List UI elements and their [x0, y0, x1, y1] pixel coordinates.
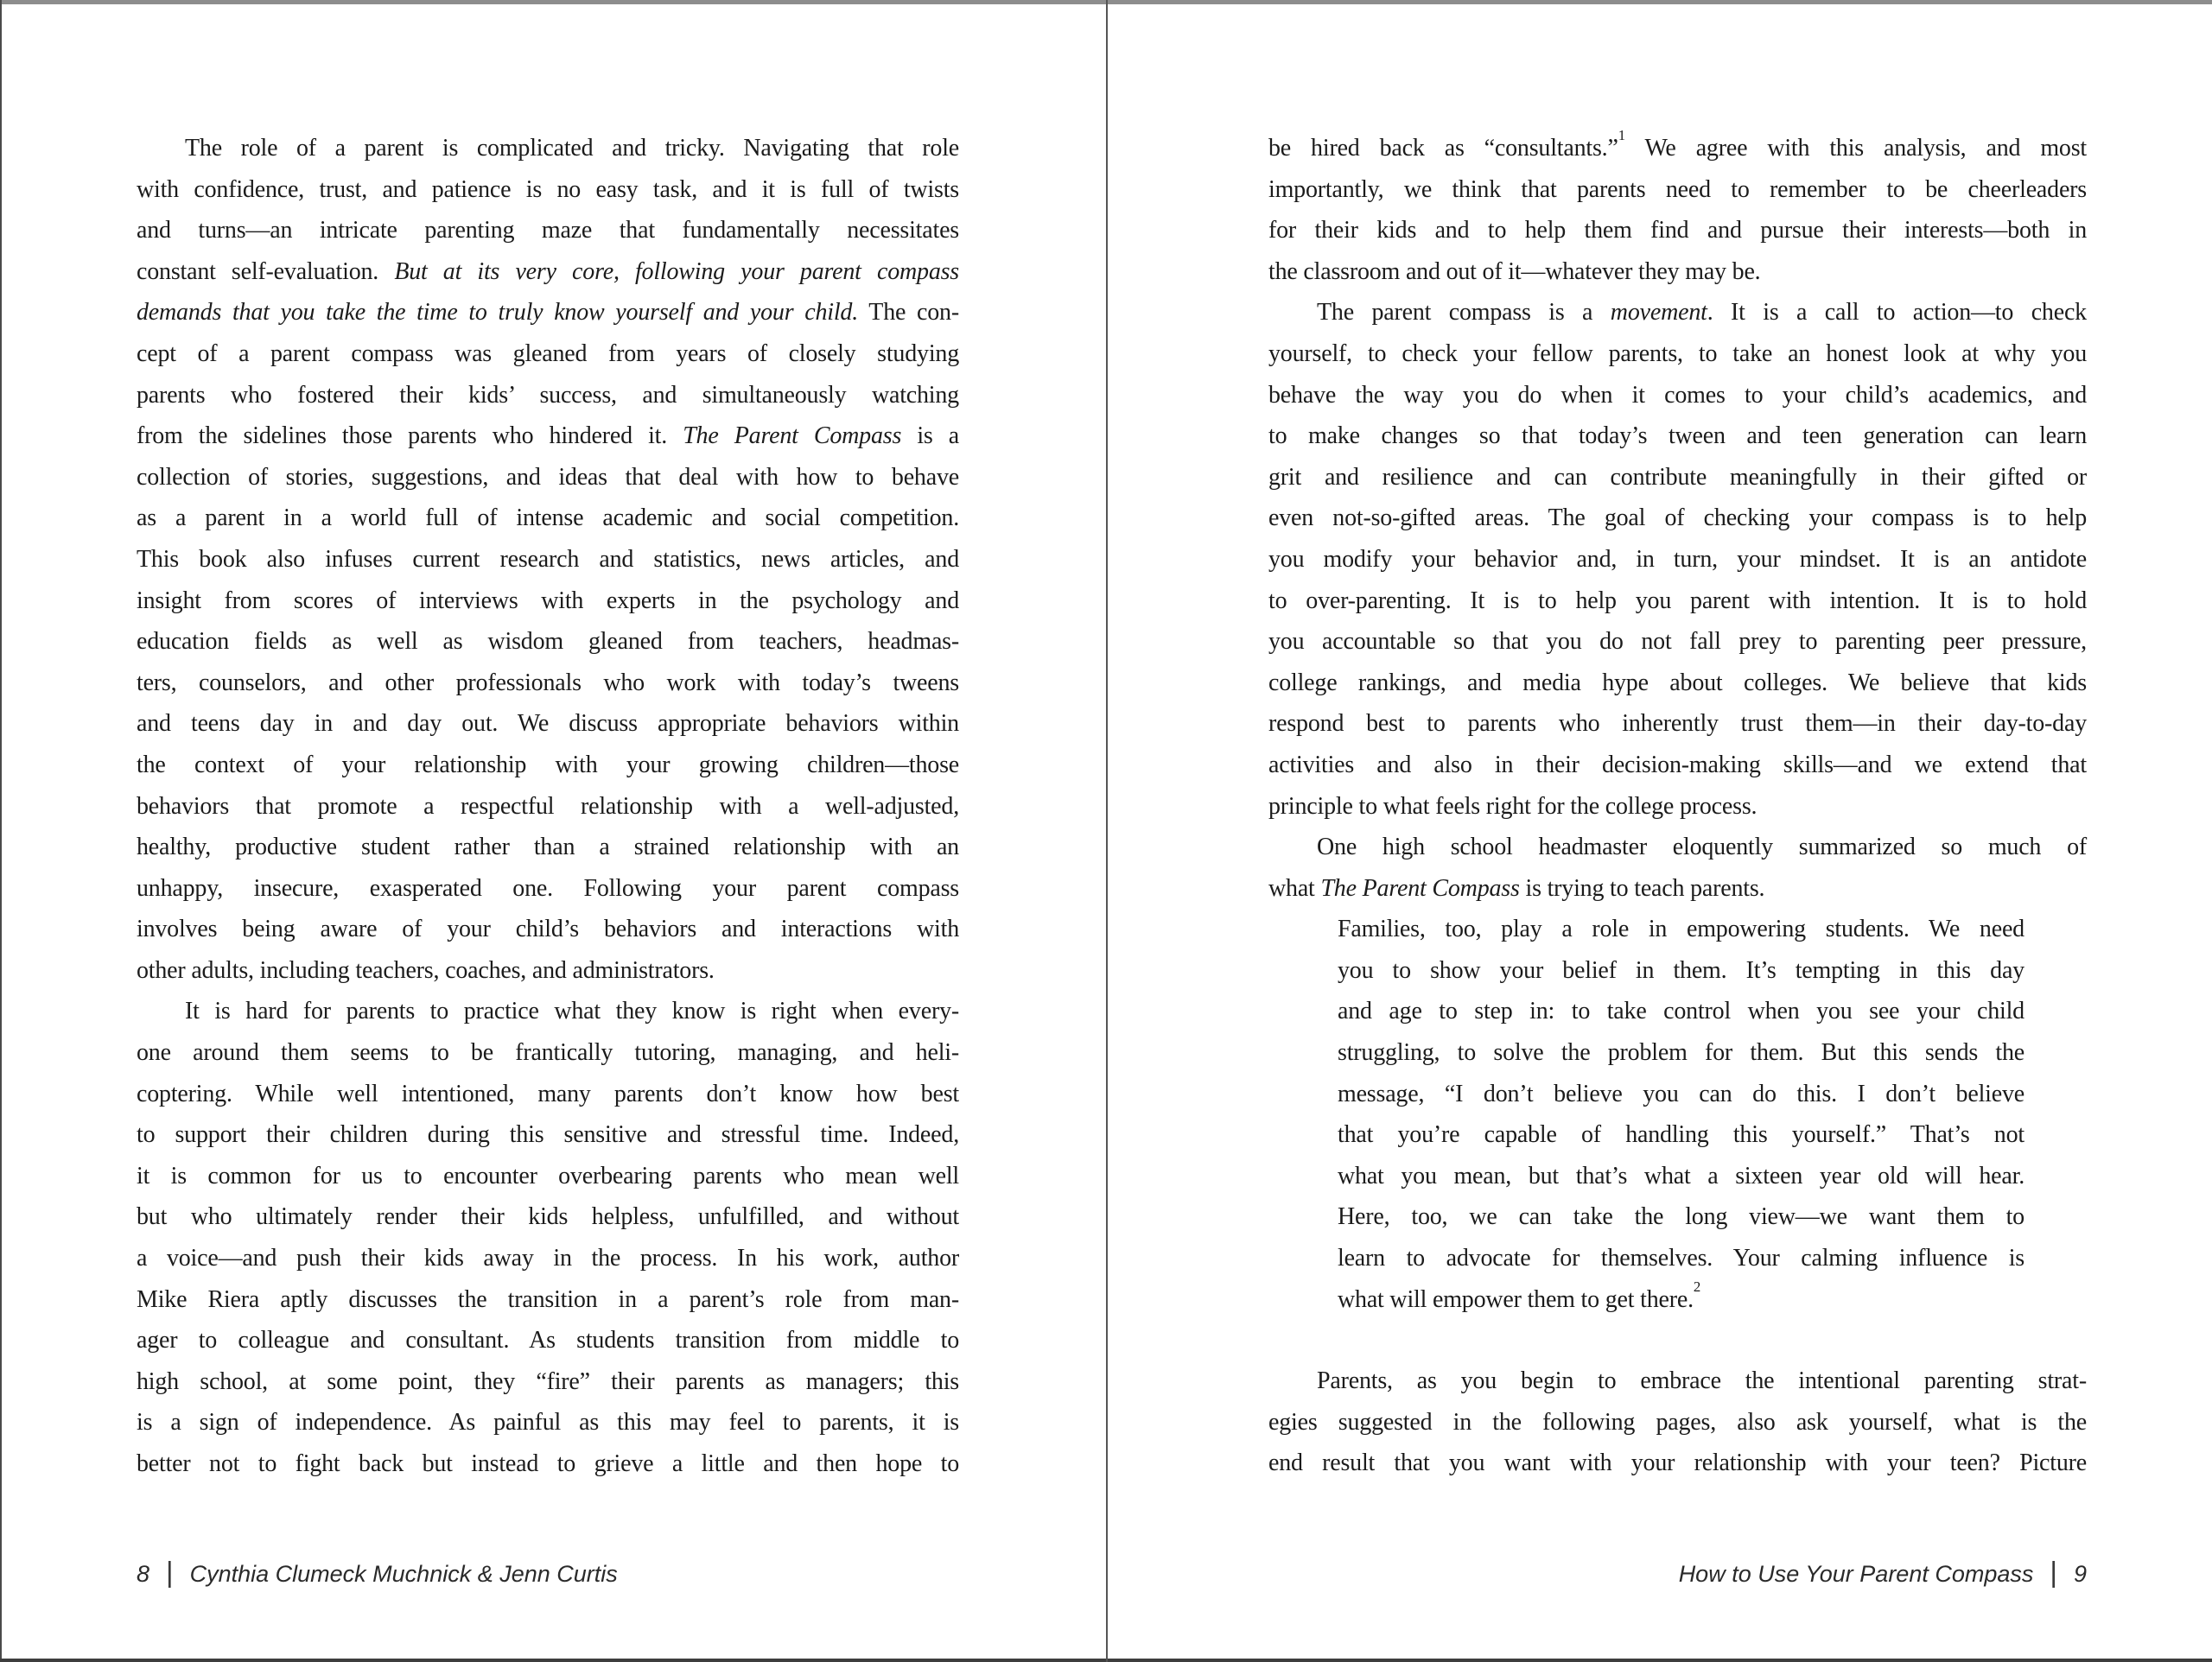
body-line: cept of a parent compass was gleaned from years of closely studying: [137, 339, 959, 367]
page-number: 8: [137, 1561, 150, 1587]
body-line: behaviors that promote a respectful relationship with a well-adjusted,: [137, 792, 959, 820]
quote-line: and age to step in: to take control when you see your child: [1338, 998, 2024, 1025]
body-line: The parent compass is a movement. It is a call to action—to check: [1317, 299, 2087, 327]
footer-right: [1679, 1558, 2087, 1589]
body-line: Parents, as you begin to embrace the intentional parenting strat-: [1317, 1367, 2087, 1395]
quote-line: what will empower them to get there.$^2$: [1338, 1278, 1701, 1313]
footer-separator: |: [166, 1556, 174, 1588]
body-line: other adults, including teachers, coaches, and administrators.: [137, 956, 715, 984]
quote-line: message, “I don’t believe you can do this. I don’t believe: [1338, 1080, 2024, 1107]
running-title-chapter: How to Use Your Parent Compass: [1678, 1561, 2034, 1587]
body-line: for their kids and to help them find and pursue their interests—both in: [1268, 217, 2087, 244]
body-line: principle to what feels right for the college process.: [1268, 792, 1758, 820]
page-right-text: [1268, 128, 2087, 1484]
body-line: insight from scores of interviews with experts in the psychology and: [137, 587, 959, 614]
block-quote: [1268, 909, 2087, 1320]
body-line: a voice—and push their kids away in the process. In his work, author: [137, 1245, 959, 1272]
page-number: 9: [2073, 1561, 2087, 1587]
body-line: behave the way you do when it comes to your child’s academics, and: [1268, 381, 2087, 409]
body-line: Mike Riera aptly discusses the transition in a parent’s role from man-: [137, 1285, 959, 1313]
paragraph: [137, 991, 959, 1484]
body-line: what The Parent Compass is trying to teach parents.: [1268, 874, 1765, 902]
body-line: This book also infuses current research and statistics, news articles, and: [137, 545, 959, 573]
quote-line: Here, too, we can take the long view—we want them to: [1338, 1203, 2024, 1231]
body-line: to make changes so that today’s tween and teen generation can learn: [1268, 422, 2087, 450]
body-line: even not-so-gifted areas. The goal of checking your compass is to help: [1268, 504, 2087, 532]
body-line: activities and also in their decision-making skills—and we extend that: [1268, 751, 2087, 778]
body-line: but who ultimately render their kids helpless, unfulfilled, and without: [137, 1203, 959, 1231]
quote-line: what you mean, but that’s what a sixteen year old will hear.: [1338, 1162, 2024, 1189]
body-line: education fields as well as wisdom gleaned from teachers, headmas-: [137, 628, 959, 656]
body-line: and turns—an intricate parenting maze that fundamentally necessitates: [137, 217, 959, 244]
body-line: grit and resilience and can contribute meaningfully in their gifted or: [1268, 463, 2087, 491]
quote-line: struggling, to solve the problem for them. But this sends the: [1338, 1039, 2024, 1067]
body-line: one around them seems to be frantically tutoring, managing, and heli-: [137, 1039, 959, 1067]
footer-separator: |: [2050, 1556, 2057, 1588]
body-line: unhappy, insecure, exasperated one. Following your parent compass: [137, 874, 959, 902]
body-line: as a parent in a world full of intense academic and social competition.: [137, 504, 959, 532]
body-line: and teens day in and day out. We discuss appropriate behaviors within: [137, 710, 959, 738]
body-line: The role of a parent is complicated and tricky. Navigating that role: [185, 135, 959, 162]
body-line: coptering. While well intentioned, many parents don’t know how best: [137, 1080, 959, 1107]
paragraph: [1268, 1361, 2087, 1484]
body-line: college rankings, and media hype about colleges. We believe that kids: [1268, 669, 2087, 696]
body-line: you accountable so that you do not fall prey to parenting peer pressure,: [1268, 628, 2087, 656]
paragraph: [1268, 827, 2087, 909]
body-line: constant self-evaluation. But at its very core, following your parent compass: [137, 257, 960, 285]
body-line: One high school headmaster eloquently summarized so much of: [1317, 834, 2087, 861]
body-line: with confidence, trust, and patience is no easy task, and it is full of twists: [137, 175, 959, 203]
body-line: better not to fight back but instead to grieve a little and then hope to: [137, 1450, 959, 1477]
body-line: ters, counselors, and other professionals who work with today’s tweens: [137, 669, 959, 696]
body-line: yourself, to check your fellow parents, to take an honest look at why you: [1268, 339, 2087, 367]
page-left-text: [137, 128, 959, 1485]
body-line: healthy, productive student rather than a strained relationship with an: [137, 834, 959, 861]
body-line: importantly, we think that parents need to remember to be cheerleaders: [1268, 175, 2087, 203]
page-right: [1106, 0, 2212, 1662]
paragraph: [1268, 292, 2087, 827]
body-line: to support their children during this sensitive and stressful time. Indeed,: [137, 1121, 959, 1149]
body-line: from the sidelines those parents who hindered it. The Parent Compass is a: [137, 422, 959, 450]
body-line: demands that you take the time to truly know yourself and your child. The con-: [137, 299, 959, 327]
body-line: the context of your relationship with your growing children—those: [137, 751, 959, 778]
body-line: high school, at some point, they “fire” their parents as managers; this: [137, 1367, 959, 1395]
body-line: the classroom and out of it—whatever they may be.: [1268, 257, 1761, 285]
running-title-authors: Cynthia Clumeck Muchnick & Jenn Curtis: [189, 1561, 618, 1587]
body-line: be hired back as “consultants.”$^1$ We agree with this analysis, and most: [1268, 127, 2087, 162]
quote-line: you to show your belief in them. It’s tempting in this day: [1338, 956, 2024, 984]
body-line: respond best to parents who inherently trust them—in their day-to-day: [1268, 710, 2087, 738]
body-line: to over-parenting. It is to help you parent with intention. It is to hold: [1268, 587, 2087, 614]
body-line: collection of stories, suggestions, and ideas that deal with how to behave: [137, 463, 959, 491]
body-line: end result that you want with your relationship with your teen? Picture: [1268, 1449, 2087, 1477]
body-line: ager to colleague and consultant. As students transition from middle to: [137, 1327, 959, 1354]
body-line: parents who fostered their kids’ success, and simultaneously watching: [137, 381, 959, 409]
body-line: it is common for us to encounter overbearing parents who mean well: [137, 1162, 959, 1189]
body-line: you modify your behavior and, in turn, your mindset. It is an antidote: [1268, 545, 2087, 573]
paragraph: [1268, 128, 2087, 292]
footer-left: [137, 1558, 618, 1589]
quote-line: learn to advocate for themselves. Your calming influence is: [1338, 1245, 2024, 1272]
quote-line: Families, too, play a role in empowering students. We need: [1338, 916, 2024, 943]
paragraph: [137, 128, 959, 991]
body-line: involves being aware of your child’s behaviors and interactions with: [137, 916, 959, 943]
body-line: is a sign of independence. As painful as this may feel to parents, it is: [137, 1409, 959, 1437]
quote-line: that you’re capable of handling this yourself.” That’s not: [1338, 1121, 2024, 1149]
body-line: egies suggested in the following pages, also ask yourself, what is the: [1268, 1408, 2087, 1436]
body-line: It is hard for parents to practice what they know is right when every-: [185, 998, 959, 1025]
